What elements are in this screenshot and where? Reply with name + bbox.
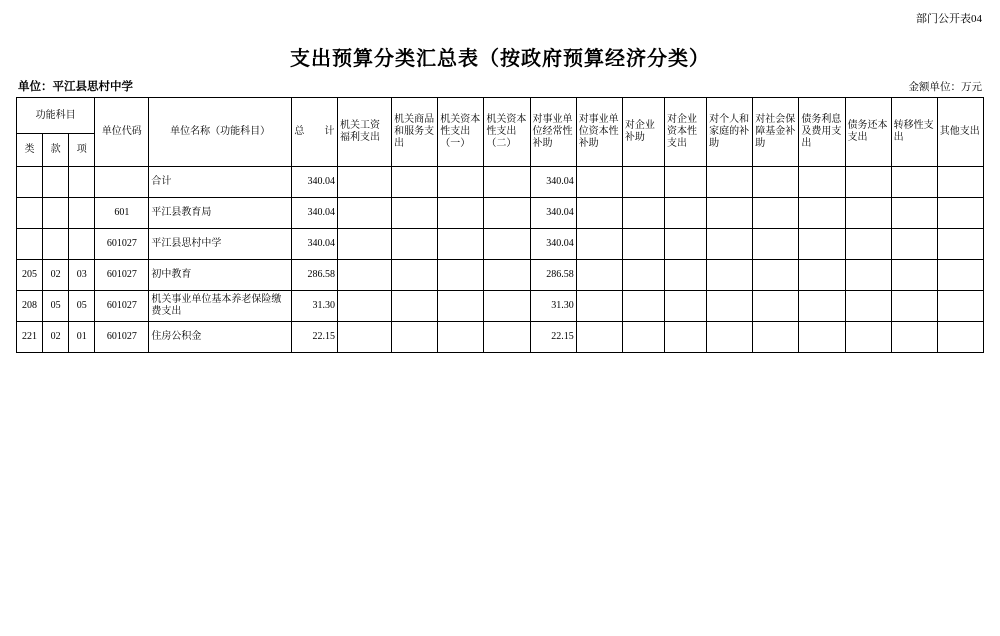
header-col-1: 机关工资福利支出 [337,98,391,167]
header-col-9: 对个人和家庭的补助 [707,98,753,167]
cell-xiang [69,198,95,229]
header-col-7: 对企业补助 [622,98,664,167]
cell-c11 [799,167,845,198]
header-unit-code: 单位代码 [95,98,149,167]
cell-lei [17,198,43,229]
cell-c1 [337,229,391,260]
cell-c12 [845,322,891,353]
cell-c1 [337,198,391,229]
cell-c10 [753,322,799,353]
table-row [17,167,984,198]
table-row [17,291,984,322]
cell-c11 [799,229,845,260]
cell-c4 [484,167,530,198]
cell-total: 286.58 [291,260,337,291]
cell-total: 340.04 [291,198,337,229]
header-col-10: 对社会保障基金补助 [753,98,799,167]
table-header [17,98,984,167]
cell-kuan [43,229,69,260]
cell-xiang [69,167,95,198]
header-unit-name: 单位名称（功能科目） [149,98,291,167]
cell-c11 [799,198,845,229]
header-col-4: 机关资本性支出（二） [484,98,530,167]
header-col-14: 其他支出 [937,98,983,167]
cell-c14 [937,198,983,229]
budget-table [16,97,984,353]
cell-c10 [753,198,799,229]
cell-c6 [576,229,622,260]
cell-c8 [664,291,706,322]
cell-c3 [438,322,484,353]
cell-c2 [392,167,438,198]
cell-unit-name: 住房公积金 [149,322,291,353]
header-col-12: 债务还本支出 [845,98,891,167]
unit-label: 单位：平江县思村中学 [18,81,133,93]
cell-c5: 31.30 [530,291,576,322]
cell-c13 [891,322,937,353]
cell-unit-code: 601027 [95,291,149,322]
cell-c1 [337,322,391,353]
cell-c8 [664,322,706,353]
cell-c11 [799,291,845,322]
cell-unit-code: 601027 [95,260,149,291]
table-row [17,322,984,353]
header-group-function: 功能科目 [17,98,95,134]
cell-c13 [891,229,937,260]
cell-c4 [484,260,530,291]
cell-total: 340.04 [291,167,337,198]
cell-kuan [43,167,69,198]
cell-c14 [937,260,983,291]
cell-c3 [438,198,484,229]
table-row [17,260,984,291]
cell-c9 [707,198,753,229]
cell-c5: 340.04 [530,198,576,229]
cell-c6 [576,322,622,353]
form-code: 部门公开表04 [916,13,982,25]
cell-c13 [891,198,937,229]
header-kuan: 款 [43,134,69,167]
cell-xiang: 03 [69,260,95,291]
table-row [17,198,984,229]
cell-c6 [576,167,622,198]
cell-total: 22.15 [291,322,337,353]
cell-c4 [484,229,530,260]
cell-c8 [664,167,706,198]
cell-kuan: 05 [43,291,69,322]
cell-c10 [753,291,799,322]
cell-c9 [707,322,753,353]
cell-c10 [753,260,799,291]
page-title: 支出预算分类汇总表（按政府预算经济分类） [290,48,710,70]
cell-c2 [392,291,438,322]
cell-c6 [576,291,622,322]
cell-c2 [392,322,438,353]
cell-c1 [337,167,391,198]
cell-unit-code: 601027 [95,322,149,353]
cell-unit-name: 平江县教育局 [149,198,291,229]
cell-c14 [937,291,983,322]
cell-c2 [392,198,438,229]
cell-c14 [937,229,983,260]
cell-c12 [845,198,891,229]
table-row [17,229,984,260]
cell-c4 [484,291,530,322]
cell-c10 [753,229,799,260]
header-col-13: 转移性支出 [891,98,937,167]
cell-kuan: 02 [43,322,69,353]
cell-c9 [707,167,753,198]
cell-kuan [43,198,69,229]
cell-c1 [337,291,391,322]
header-col-2: 机关商品和服务支出 [392,98,438,167]
cell-unit-code: 601 [95,198,149,229]
cell-c14 [937,322,983,353]
cell-lei: 208 [17,291,43,322]
cell-c6 [576,198,622,229]
cell-c2 [392,260,438,291]
cell-xiang: 05 [69,291,95,322]
header-row-1 [17,98,984,134]
cell-lei [17,229,43,260]
cell-c9 [707,229,753,260]
cell-kuan: 02 [43,260,69,291]
amount-unit-label: 金额单位：万元 [908,82,982,93]
cell-unit-name: 平江县思村中学 [149,229,291,260]
cell-c12 [845,229,891,260]
cell-unit-name: 合计 [149,167,291,198]
cell-c13 [891,291,937,322]
header-lei: 类 [17,134,43,167]
header-col-3: 机关资本性支出（一） [438,98,484,167]
cell-c14 [937,167,983,198]
cell-c10 [753,167,799,198]
cell-c8 [664,198,706,229]
cell-c7 [622,167,664,198]
cell-c3 [438,291,484,322]
cell-c11 [799,260,845,291]
cell-c5: 340.04 [530,167,576,198]
header-col-11: 债务利息及费用支出 [799,98,845,167]
cell-xiang: 01 [69,322,95,353]
header-col-5: 对事业单位经常性补助 [530,98,576,167]
cell-c2 [392,229,438,260]
cell-xiang [69,229,95,260]
cell-c3 [438,229,484,260]
cell-c5: 286.58 [530,260,576,291]
header-total: 总 计 [291,98,337,167]
cell-c13 [891,167,937,198]
cell-c12 [845,167,891,198]
cell-total: 31.30 [291,291,337,322]
cell-c7 [622,322,664,353]
cell-unit-code: 601027 [95,229,149,260]
cell-c4 [484,322,530,353]
cell-lei: 205 [17,260,43,291]
header-col-8: 对企业资本性支出 [664,98,706,167]
cell-c8 [664,229,706,260]
cell-c1 [337,260,391,291]
cell-c5: 22.15 [530,322,576,353]
cell-c3 [438,260,484,291]
cell-c12 [845,260,891,291]
cell-lei: 221 [17,322,43,353]
cell-c5: 340.04 [530,229,576,260]
cell-unit-name: 初中教育 [149,260,291,291]
cell-c12 [845,291,891,322]
cell-c11 [799,322,845,353]
cell-c13 [891,260,937,291]
cell-c7 [622,291,664,322]
cell-c6 [576,260,622,291]
cell-unit-name: 机关事业单位基本养老保险缴费支出 [149,291,291,322]
cell-lei [17,167,43,198]
table-body [17,167,984,353]
cell-c7 [622,198,664,229]
header-xiang: 项 [69,134,95,167]
cell-c9 [707,260,753,291]
cell-total: 340.04 [291,229,337,260]
cell-unit-code [95,167,149,198]
cell-c9 [707,291,753,322]
header-col-6: 对事业单位资本性补助 [576,98,622,167]
cell-c7 [622,260,664,291]
cell-c7 [622,229,664,260]
cell-c8 [664,260,706,291]
cell-c4 [484,198,530,229]
cell-c3 [438,167,484,198]
